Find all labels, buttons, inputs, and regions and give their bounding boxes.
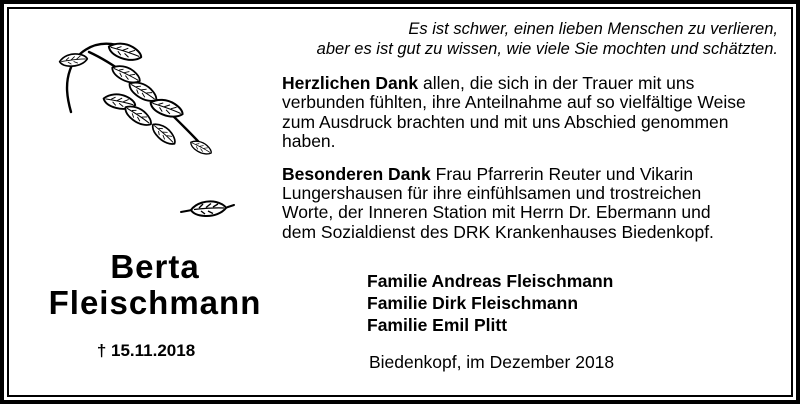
text-line: Worte, der Inneren Station mit Herrn Dr. Ebermann und xyxy=(282,202,711,223)
text-line: haben. xyxy=(282,131,336,152)
text-line: Lungershausen für ihre einfühlsamen und trostreichen xyxy=(282,183,702,204)
text-line: zum Ausdruck brachten und mit uns Abschied genommen xyxy=(282,111,729,132)
death-date: † 15.11.2018 xyxy=(96,341,196,360)
place-date: Biedenkopf, im Dezember 2018 xyxy=(369,352,615,372)
text-line: dem Sozialdienst des DRK Krankenhauses Biedenkopf. xyxy=(282,221,714,242)
condolence-verse xyxy=(317,20,778,59)
mourner-line: Familie Emil Plitt xyxy=(367,315,508,335)
verse-line: aber es ist gut zu wissen, wie viele Sie mochten und schätzten. xyxy=(316,39,778,58)
text-line: verbunden fühlten, ihre Anteilnahme auf so vielfältige Weise xyxy=(282,92,746,113)
text-line: Besonderen Dank Frau Pfarrerin Reuter und Vikarin xyxy=(282,163,694,184)
thanks-paragraph xyxy=(282,74,746,152)
deceased-name-line: Fleischmann xyxy=(48,284,262,321)
leaf-branch-icon xyxy=(55,36,240,226)
fallen-leaf-icon xyxy=(181,201,234,216)
paragraph-lead: Besonderen Dank xyxy=(282,163,431,184)
text-line: Herzlichen Dank allen, die sich in der Trauer mit uns xyxy=(282,73,695,93)
verse-line: Es ist schwer, einen lieben Menschen zu verlieren, xyxy=(408,20,778,38)
mourner-line: Familie Dirk Fleischmann xyxy=(367,293,579,313)
deceased-name xyxy=(25,249,285,321)
thanks-paragraphs xyxy=(282,74,746,242)
paragraph-lead: Herzlichen Dank xyxy=(282,73,419,93)
mourner-line: Familie Andreas Fleischmann xyxy=(367,271,614,291)
deceased-name-line: Berta xyxy=(110,248,200,285)
mourners-list xyxy=(367,270,613,336)
thanks-paragraph xyxy=(282,165,746,243)
